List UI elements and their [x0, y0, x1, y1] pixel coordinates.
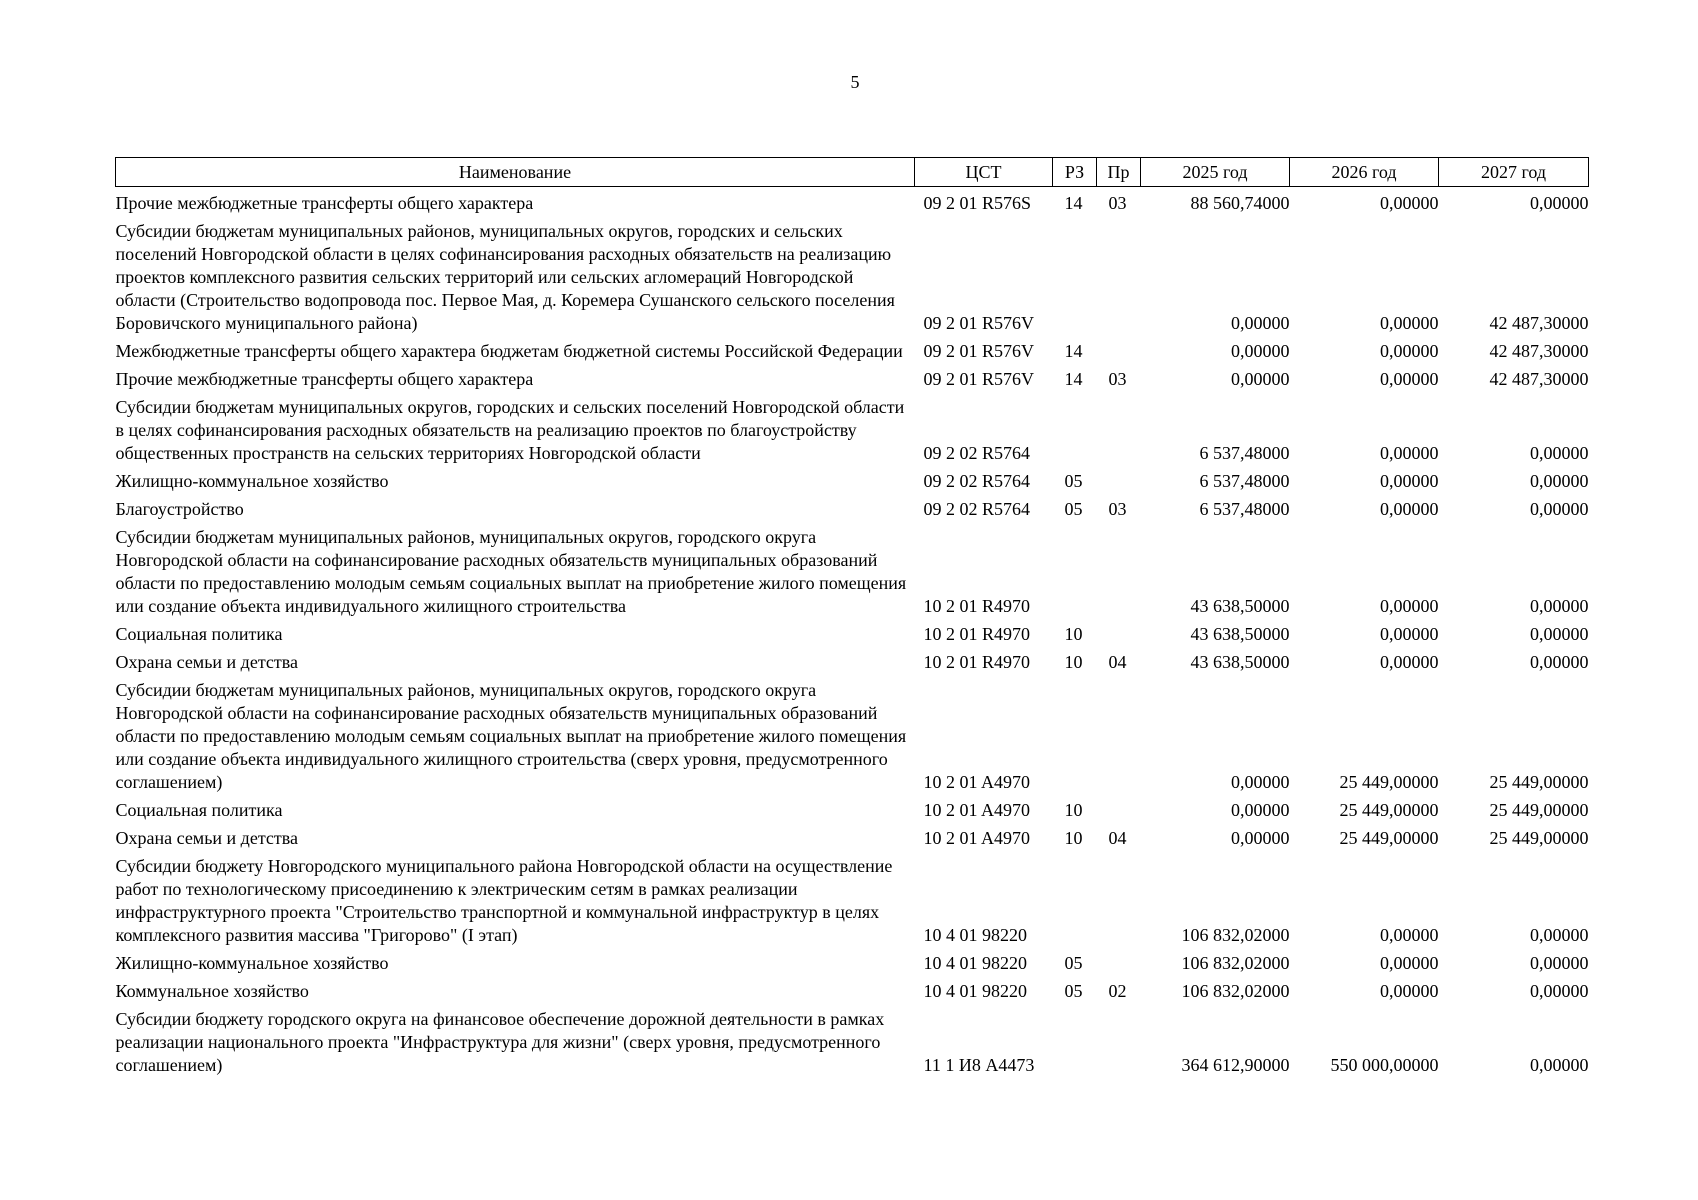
table-row: [116, 524, 1589, 621]
cell-2027: 0,00000: [1530, 471, 1589, 491]
cell-2027: 0,00000: [1530, 499, 1589, 519]
cell-rz: 14: [1064, 193, 1083, 213]
cell-rz: 10: [1064, 800, 1083, 820]
cell-name: Коммунальное хозяйство: [115, 981, 309, 1001]
cell-2026: 0,00000: [1380, 443, 1439, 463]
cell-2025: 364 612,90000: [1181, 1055, 1290, 1075]
header-2027: 2027 год: [1439, 158, 1589, 187]
cell-2026: 0,00000: [1380, 193, 1439, 213]
cell-name: Прочие межбюджетные трансферты общего характера: [115, 369, 534, 389]
cell-2027: 42 487,30000: [1489, 313, 1589, 333]
cell-2025: 0,00000: [1231, 800, 1290, 820]
cell-name: Жилищно-коммунальное хозяйство: [115, 953, 389, 973]
cell-cst: 09 2 02 R5764: [923, 499, 1031, 519]
cell-cst: 10 4 01 98220: [923, 953, 1027, 973]
table-row: [116, 1006, 1589, 1080]
cell-rz: 05: [1064, 471, 1083, 491]
cell-cst: 10 2 01 R4970: [923, 624, 1031, 644]
cell-rz: [1053, 218, 1097, 338]
cell-name: Субсидии бюджетам муниципальных районов, муниципальных округов, городского округа Новгородской области на софинансирование расходных обязательств муниципальных образований области по предоставлению молодым семьям социальных выплат на приобретение жилого помещения или создание объекта индивидуального жилищного строительства: [115, 527, 907, 616]
cell-2026: 25 449,00000: [1339, 828, 1439, 848]
cell-2025: 0,00000: [1231, 313, 1290, 333]
cell-2026: 0,00000: [1380, 652, 1439, 672]
header-2025: 2025 год: [1141, 158, 1290, 187]
cell-2025: 6 537,48000: [1199, 443, 1290, 463]
cell-name: Жилищно-коммунальное хозяйство: [115, 471, 389, 491]
cell-cst: 09 2 01 R576V: [923, 369, 1035, 389]
cell-2026: 25 449,00000: [1339, 772, 1439, 792]
cell-2025: 106 832,02000: [1181, 925, 1290, 945]
cell-2025: 43 638,50000: [1190, 624, 1290, 644]
cell-2027: 0,00000: [1530, 193, 1589, 213]
cell-2025: 0,00000: [1231, 369, 1290, 389]
page-number: 5: [850, 72, 860, 92]
table-row: [116, 468, 1589, 496]
table-row: [116, 677, 1589, 797]
cell-pr: [1097, 1006, 1141, 1080]
cell-2025: 6 537,48000: [1199, 499, 1290, 519]
header-2026: 2026 год: [1290, 158, 1439, 187]
header-rz: РЗ: [1053, 158, 1097, 187]
cell-cst: 09 2 02 R5764: [923, 443, 1031, 463]
table-row: [116, 394, 1589, 468]
cell-2027: 0,00000: [1530, 624, 1589, 644]
cell-cst: 10 2 01 A4970: [923, 772, 1031, 792]
table-row: [116, 366, 1589, 394]
cell-rz: 05: [1064, 981, 1083, 1001]
cell-name: Субсидии бюджетам муниципальных округов, городских и сельских поселений Новгородской области в целях софинансирования расходных обязательств на реализацию проектов по благоустройству общественных пространств на сельских территориях Новгородской области: [115, 397, 905, 463]
cell-2026: 0,00000: [1380, 471, 1439, 491]
cell-2025: 43 638,50000: [1190, 652, 1290, 672]
cell-rz: [1053, 677, 1097, 797]
cell-cst: 10 4 01 98220: [923, 925, 1027, 945]
cell-rz: [1053, 524, 1097, 621]
cell-rz: 14: [1064, 369, 1083, 389]
cell-name: Охрана семьи и детства: [115, 652, 299, 672]
cell-2026: 0,00000: [1380, 981, 1439, 1001]
cell-2026: 0,00000: [1380, 953, 1439, 973]
cell-rz: 10: [1064, 828, 1083, 848]
cell-pr: 04: [1108, 652, 1127, 672]
cell-pr: [1097, 677, 1141, 797]
cell-rz: 10: [1064, 652, 1083, 672]
cell-name: Прочие межбюджетные трансферты общего характера: [115, 193, 534, 213]
cell-pr: [1097, 950, 1141, 978]
cell-2026: 25 449,00000: [1339, 800, 1439, 820]
cell-2027: 42 487,30000: [1489, 369, 1589, 389]
cell-2025: 106 832,02000: [1181, 953, 1290, 973]
cell-2026: 0,00000: [1380, 369, 1439, 389]
cell-2027: 42 487,30000: [1489, 341, 1589, 361]
cell-2027: 0,00000: [1530, 981, 1589, 1001]
cell-cst: 09 2 01 R576S: [923, 193, 1032, 213]
cell-2026: 0,00000: [1380, 596, 1439, 616]
table-body: [116, 187, 1589, 1081]
cell-2026: 0,00000: [1380, 313, 1439, 333]
cell-pr: [1097, 797, 1141, 825]
cell-cst: 09 2 02 R5764: [923, 471, 1031, 491]
cell-name: Социальная политика: [115, 800, 283, 820]
cell-2027: 0,00000: [1530, 1055, 1589, 1075]
table-row: [116, 621, 1589, 649]
cell-cst: 10 2 01 R4970: [923, 596, 1031, 616]
cell-cst: 10 2 01 A4970: [923, 800, 1031, 820]
cell-cst: 10 4 01 98220: [923, 981, 1027, 1001]
cell-rz: 05: [1064, 953, 1083, 973]
cell-cst: 09 2 01 R576V: [923, 313, 1035, 333]
table-row: [116, 797, 1589, 825]
table-row: [116, 853, 1589, 950]
table-row: [116, 218, 1589, 338]
cell-2025: 0,00000: [1231, 772, 1290, 792]
cell-pr: 03: [1108, 193, 1127, 213]
header-name: Наименование: [116, 158, 915, 187]
cell-2026: 0,00000: [1380, 341, 1439, 361]
table-row: [116, 187, 1589, 219]
cell-name: Благоустройство: [115, 499, 244, 519]
cell-cst: 11 1 И8 A4473: [923, 1055, 1035, 1075]
cell-2027: 0,00000: [1530, 443, 1589, 463]
cell-2027: 0,00000: [1530, 652, 1589, 672]
cell-name: Социальная политика: [115, 624, 283, 644]
cell-rz: [1053, 1006, 1097, 1080]
cell-rz: 14: [1064, 341, 1083, 361]
cell-2026: 0,00000: [1380, 925, 1439, 945]
cell-cst: 09 2 01 R576V: [923, 341, 1035, 361]
cell-name: Охрана семьи и детства: [115, 828, 299, 848]
cell-2025: 88 560,74000: [1190, 193, 1290, 213]
table-row: [116, 950, 1589, 978]
cell-2027: 25 449,00000: [1489, 828, 1589, 848]
table-row: [116, 649, 1589, 677]
cell-pr: [1097, 621, 1141, 649]
cell-cst: 10 2 01 R4970: [923, 652, 1031, 672]
cell-name: Межбюджетные трансферты общего характера бюджетам бюджетной системы Российской Федерации: [115, 341, 903, 361]
cell-2025: 0,00000: [1231, 828, 1290, 848]
cell-rz: [1053, 853, 1097, 950]
cell-rz: 05: [1064, 499, 1083, 519]
cell-rz: [1053, 394, 1097, 468]
table-row: [116, 338, 1589, 366]
cell-pr: [1097, 338, 1141, 366]
cell-cst: 10 2 01 A4970: [923, 828, 1031, 848]
cell-pr: 04: [1108, 828, 1127, 848]
cell-pr: 03: [1108, 499, 1127, 519]
cell-name: Субсидии бюджету Новгородского муниципального района Новгородской области на осуществление работ по технологическому присоединению к электрическим сетям в рамках реализации инфраструктурного проекта "Строительство транспортной и коммунальной инфраструктур в целях комплексного развития массива "Григорово" (I этап): [115, 856, 893, 945]
cell-pr: 02: [1108, 981, 1127, 1001]
budget-table: [115, 157, 1589, 1080]
cell-pr: 03: [1108, 369, 1127, 389]
cell-pr: [1097, 468, 1141, 496]
cell-2025: 43 638,50000: [1190, 596, 1290, 616]
cell-2027: 0,00000: [1530, 925, 1589, 945]
cell-name: Субсидии бюджетам муниципальных районов, муниципальных округов, городского округа Новгородской области на софинансирование расходных обязательств муниципальных образований области по предоставлению молодым семьям социальных выплат на приобретение жилого помещения или создание объекта индивидуального жилищного строительства (сверх уровня, предусмотренного соглашением): [115, 680, 907, 792]
table-row: [116, 496, 1589, 524]
cell-pr: [1097, 394, 1141, 468]
cell-2025: 106 832,02000: [1181, 981, 1290, 1001]
table-row: [116, 825, 1589, 853]
cell-pr: [1097, 218, 1141, 338]
cell-2025: 6 537,48000: [1199, 471, 1290, 491]
cell-2025: 0,00000: [1231, 341, 1290, 361]
cell-name: Субсидии бюджетам муниципальных районов, муниципальных округов, городских и сельских поселений Новгородской области в целях софинансирования расходных обязательств на реализацию проектов комплексного развития сельских территорий или сельских агломераций Новгородской области (Строительство водопровода пос. Первое Мая, д. Коремера Сушанского сельского поселения Боровичского муниципального района): [115, 221, 895, 333]
header-pr: Пр: [1097, 158, 1141, 187]
cell-2026: 550 000,00000: [1330, 1055, 1439, 1075]
cell-2026: 0,00000: [1380, 499, 1439, 519]
table-header-row: [116, 158, 1589, 187]
cell-pr: [1097, 524, 1141, 621]
cell-2027: 25 449,00000: [1489, 772, 1589, 792]
cell-2026: 0,00000: [1380, 624, 1439, 644]
cell-2027: 25 449,00000: [1489, 800, 1589, 820]
table-row: [116, 978, 1589, 1006]
cell-pr: [1097, 853, 1141, 950]
cell-name: Субсидии бюджету городского округа на финансовое обеспечение дорожной деятельности в рамках реализации национального проекта "Инфраструктура для жизни" (сверх уровня, предусмотренного соглашением): [115, 1009, 885, 1075]
cell-2027: 0,00000: [1530, 953, 1589, 973]
cell-rz: 10: [1064, 624, 1083, 644]
cell-2027: 0,00000: [1530, 596, 1589, 616]
header-cst: ЦСТ: [915, 158, 1053, 187]
